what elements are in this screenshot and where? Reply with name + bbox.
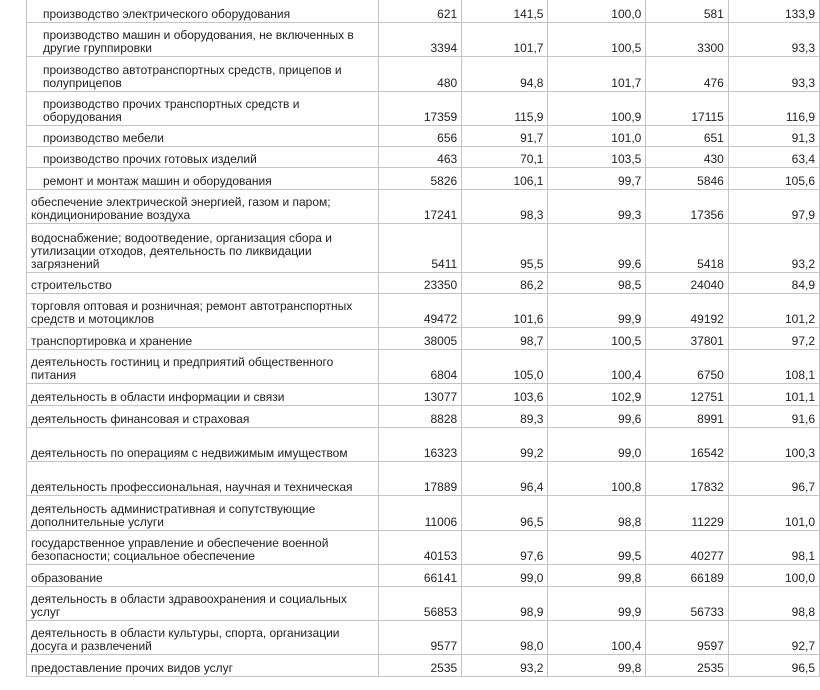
- row-value-col-5: 97,2: [728, 328, 819, 350]
- row-value-col-1: 656: [378, 126, 462, 147]
- row-label: деятельность профессиональная, научная и техническая: [27, 462, 379, 496]
- row-value-col-2: 96,5: [462, 496, 548, 531]
- row-label: государственное управление и обеспечение военной безопасности; социальное обеспечение: [27, 531, 379, 565]
- row-value-col-3: 99,7: [548, 168, 646, 190]
- row-value-col-5: 91,6: [728, 406, 819, 428]
- row-value-col-4: 5418: [646, 224, 729, 273]
- row-value-col-5: 93,2: [728, 224, 819, 273]
- row-value-col-2: 86,2: [462, 273, 548, 294]
- table-row: [27, 406, 820, 428]
- row-value-col-3: 99,6: [548, 224, 646, 273]
- row-value-col-2: 98,7: [462, 328, 548, 350]
- statistics-table: [26, 0, 820, 677]
- row-value-col-4: 430: [646, 147, 729, 168]
- row-value-col-2: 141,5: [462, 0, 548, 23]
- row-label: производство мебели: [27, 126, 379, 147]
- row-value-col-3: 99,9: [548, 294, 646, 328]
- row-value-col-1: 16323: [378, 428, 462, 462]
- table-row: [27, 190, 820, 224]
- table-body: [27, 0, 820, 677]
- row-value-col-5: 116,9: [728, 92, 819, 126]
- row-value-col-4: 3300: [646, 23, 729, 57]
- row-value-col-5: 100,3: [728, 428, 819, 462]
- row-value-col-4: 2535: [646, 655, 729, 677]
- row-value-col-4: 581: [646, 0, 729, 23]
- row-label: деятельность в области информации и связи: [27, 384, 379, 406]
- table-row: [27, 350, 820, 384]
- row-label: деятельность финансовая и страховая: [27, 406, 379, 428]
- table-row: [27, 496, 820, 531]
- row-value-col-2: 105,0: [462, 350, 548, 384]
- row-value-col-5: 63,4: [728, 147, 819, 168]
- table-row: [27, 384, 820, 406]
- row-value-col-1: 49472: [378, 294, 462, 328]
- row-value-col-5: 96,5: [728, 655, 819, 677]
- row-value-col-1: 11006: [378, 496, 462, 531]
- row-value-col-3: 100,5: [548, 328, 646, 350]
- row-value-col-3: 100,8: [548, 462, 646, 496]
- row-value-col-3: 99,0: [548, 428, 646, 462]
- row-value-col-4: 40277: [646, 531, 729, 565]
- row-value-col-3: 99,3: [548, 190, 646, 224]
- row-value-col-3: 99,5: [548, 531, 646, 565]
- row-value-col-2: 98,0: [462, 621, 548, 655]
- row-label: образование: [27, 565, 379, 587]
- row-value-col-2: 101,7: [462, 23, 548, 57]
- row-label: транспортировка и хранение: [27, 328, 379, 350]
- row-value-col-4: 651: [646, 126, 729, 147]
- table-row: [27, 273, 820, 294]
- table-row: [27, 92, 820, 126]
- row-value-col-3: 100,9: [548, 92, 646, 126]
- table-row: [27, 147, 820, 168]
- row-value-col-1: 9577: [378, 621, 462, 655]
- table-row: [27, 587, 820, 621]
- row-value-col-1: 17359: [378, 92, 462, 126]
- row-value-col-5: 101,0: [728, 496, 819, 531]
- row-value-col-5: 101,1: [728, 384, 819, 406]
- table-row: [27, 655, 820, 677]
- table-row: [27, 328, 820, 350]
- row-value-col-3: 99,6: [548, 406, 646, 428]
- row-value-col-1: 66141: [378, 565, 462, 587]
- row-value-col-2: 70,1: [462, 147, 548, 168]
- row-value-col-1: 3394: [378, 23, 462, 57]
- row-value-col-2: 98,9: [462, 587, 548, 621]
- row-value-col-2: 93,2: [462, 655, 548, 677]
- row-value-col-2: 91,7: [462, 126, 548, 147]
- row-value-col-2: 98,3: [462, 190, 548, 224]
- table-row: [27, 224, 820, 273]
- row-value-col-3: 102,9: [548, 384, 646, 406]
- row-value-col-2: 99,2: [462, 428, 548, 462]
- row-value-col-2: 97,6: [462, 531, 548, 565]
- row-label: производство электрического оборудования: [27, 0, 379, 23]
- row-value-col-1: 2535: [378, 655, 462, 677]
- row-value-col-4: 37801: [646, 328, 729, 350]
- table-row: [27, 126, 820, 147]
- row-value-col-3: 100,0: [548, 0, 646, 23]
- row-value-col-1: 40153: [378, 531, 462, 565]
- row-value-col-1: 8828: [378, 406, 462, 428]
- table-row: [27, 0, 820, 23]
- table-row: [27, 565, 820, 587]
- row-value-col-2: 95,5: [462, 224, 548, 273]
- row-label: деятельность гостиниц и предприятий общественного питания: [27, 350, 379, 384]
- row-value-col-1: 56853: [378, 587, 462, 621]
- row-value-col-5: 93,3: [728, 57, 819, 92]
- row-value-col-4: 56733: [646, 587, 729, 621]
- row-value-col-3: 100,4: [548, 350, 646, 384]
- row-value-col-2: 89,3: [462, 406, 548, 428]
- row-value-col-1: 5411: [378, 224, 462, 273]
- row-value-col-4: 9597: [646, 621, 729, 655]
- row-value-col-2: 115,9: [462, 92, 548, 126]
- row-value-col-1: 6804: [378, 350, 462, 384]
- row-value-col-5: 91,3: [728, 126, 819, 147]
- table-row: [27, 621, 820, 655]
- row-value-col-4: 6750: [646, 350, 729, 384]
- row-value-col-4: 17832: [646, 462, 729, 496]
- table-row: [27, 428, 820, 462]
- row-value-col-4: 66189: [646, 565, 729, 587]
- row-value-col-3: 99,8: [548, 565, 646, 587]
- row-value-col-4: 5846: [646, 168, 729, 190]
- row-value-col-1: 38005: [378, 328, 462, 350]
- row-value-col-5: 84,9: [728, 273, 819, 294]
- table-row: [27, 23, 820, 57]
- row-value-col-4: 16542: [646, 428, 729, 462]
- row-value-col-4: 24040: [646, 273, 729, 294]
- row-value-col-3: 100,4: [548, 621, 646, 655]
- row-value-col-3: 99,8: [548, 655, 646, 677]
- row-label: предоставление прочих видов услуг: [27, 655, 379, 677]
- row-label: обеспечение электрической энергией, газом и паром; кондиционирование воздуха: [27, 190, 379, 224]
- table-row: [27, 531, 820, 565]
- row-value-col-5: 96,7: [728, 462, 819, 496]
- row-value-col-3: 99,9: [548, 587, 646, 621]
- row-value-col-4: 17356: [646, 190, 729, 224]
- row-value-col-5: 108,1: [728, 350, 819, 384]
- row-value-col-5: 97,9: [728, 190, 819, 224]
- row-value-col-1: 13077: [378, 384, 462, 406]
- row-value-col-5: 100,0: [728, 565, 819, 587]
- row-value-col-2: 106,1: [462, 168, 548, 190]
- row-value-col-1: 480: [378, 57, 462, 92]
- row-value-col-2: 101,6: [462, 294, 548, 328]
- table-row: [27, 294, 820, 328]
- row-value-col-2: 99,0: [462, 565, 548, 587]
- row-value-col-4: 8991: [646, 406, 729, 428]
- row-value-col-2: 103,6: [462, 384, 548, 406]
- row-value-col-4: 12751: [646, 384, 729, 406]
- table-row: [27, 57, 820, 92]
- row-label: производство прочих готовых изделий: [27, 147, 379, 168]
- row-value-col-5: 133,9: [728, 0, 819, 23]
- row-value-col-1: 17241: [378, 190, 462, 224]
- row-label: деятельность по операциям с недвижимым имуществом: [27, 428, 379, 462]
- row-value-col-3: 101,0: [548, 126, 646, 147]
- row-value-col-2: 96,4: [462, 462, 548, 496]
- row-label: деятельность административная и сопутствующие дополнительные услуги: [27, 496, 379, 531]
- row-label: строительство: [27, 273, 379, 294]
- row-label: деятельность в области культуры, спорта, организации досуга и развлечений: [27, 621, 379, 655]
- row-value-col-3: 100,5: [548, 23, 646, 57]
- table-row: [27, 462, 820, 496]
- row-label: водоснабжение; водоотведение, организация сбора и утилизации отходов, деятельность по ликвидации загрязнений: [27, 224, 379, 273]
- row-value-col-5: 92,7: [728, 621, 819, 655]
- row-value-col-1: 621: [378, 0, 462, 23]
- row-value-col-4: 11229: [646, 496, 729, 531]
- row-value-col-3: 98,8: [548, 496, 646, 531]
- row-value-col-1: 23350: [378, 273, 462, 294]
- row-value-col-5: 98,1: [728, 531, 819, 565]
- row-label: деятельность в области здравоохранения и социальных услуг: [27, 587, 379, 621]
- row-value-col-5: 93,3: [728, 23, 819, 57]
- row-label: производство прочих транспортных средств и оборудования: [27, 92, 379, 126]
- row-value-col-1: 463: [378, 147, 462, 168]
- row-label: производство машин и оборудования, не включенных в другие группировки: [27, 23, 379, 57]
- row-value-col-3: 98,5: [548, 273, 646, 294]
- row-value-col-4: 17115: [646, 92, 729, 126]
- row-value-col-4: 476: [646, 57, 729, 92]
- row-value-col-1: 17889: [378, 462, 462, 496]
- row-value-col-5: 101,2: [728, 294, 819, 328]
- row-value-col-1: 5826: [378, 168, 462, 190]
- row-label: ремонт и монтаж машин и оборудования: [27, 168, 379, 190]
- row-value-col-3: 101,7: [548, 57, 646, 92]
- row-label: производство автотранспортных средств, прицепов и полуприцепов: [27, 57, 379, 92]
- row-value-col-4: 49192: [646, 294, 729, 328]
- row-value-col-3: 103,5: [548, 147, 646, 168]
- row-label: торговля оптовая и розничная; ремонт автотранспортных средств и мотоциклов: [27, 294, 379, 328]
- row-value-col-5: 105,6: [728, 168, 819, 190]
- table-row: [27, 168, 820, 190]
- row-value-col-2: 94,8: [462, 57, 548, 92]
- row-value-col-5: 98,8: [728, 587, 819, 621]
